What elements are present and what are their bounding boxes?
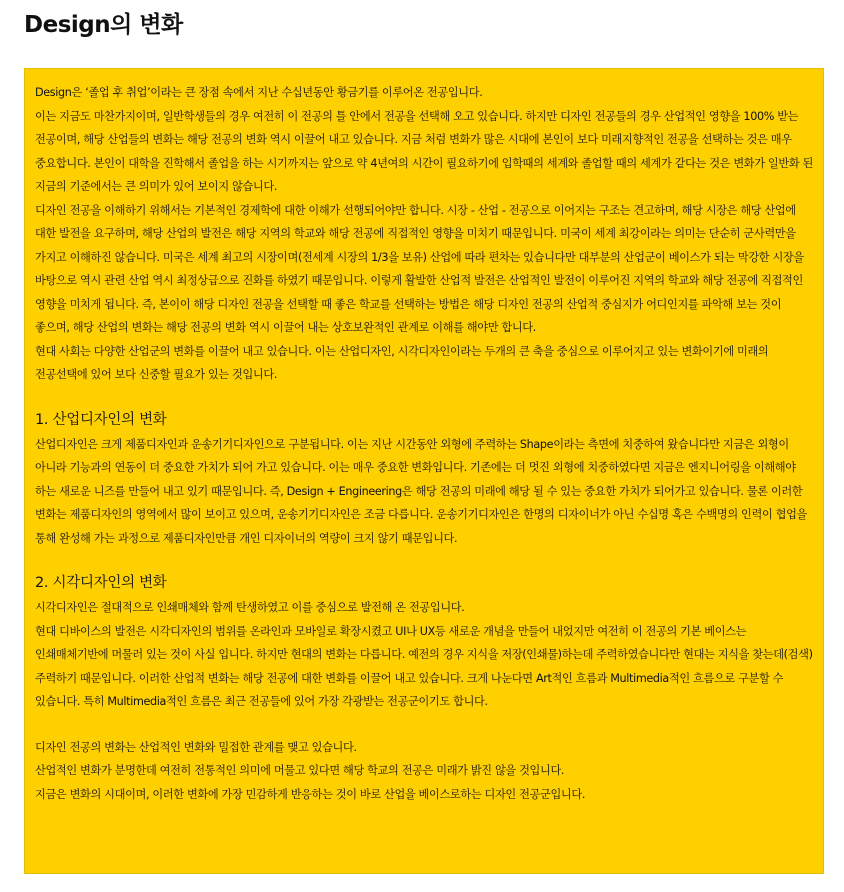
closing-block xyxy=(35,736,813,807)
intro-paragraph: Design은 ‘졸업 후 취업’이라는 큰 장점 속에서 지난 수십년동안 황금기를 이루어온 전공입니다. xyxy=(35,86,483,99)
section-paragraph: 시각디자인은 절대적으로 인쇄매체와 함께 탄생하였고 이를 중심으로 발전해 온 전공입니다. xyxy=(35,601,465,614)
intro-paragraph: 디자인 전공을 이해하기 위해서는 기본적인 경제학에 대한 이해가 선행되어야만 합니다. 시장 - 산업 - 전공으로 이어지는 구조는 견고하며, 해당 시장은 해당 산업에 대한 발전을 요구하며, 해당 산업의 발전은 해당 지역의 학교와 해당 전공에 직접적인 영향을 미치기 때문입니다. 미국이 세계 최강이라는 의미는 단순히 군사력만을 가지고 이해하진 않습니다. 미국은 세계 최고의 시장이며(전세계 시장의 1/3을 보유) 산업에 따라 편차는 있습니다만 대부분의 산업군이 베이스가 되는 막강한 시장을 바탕으로 역시 관련 산업 역시 최정상급으로 진화를 하였기 때문입니다. 이렇게 활발한 산업적 발전은 산업적인 발전이 이루어진 지역의 학교와 해당 전공에 직접적인 영향을 미치게 됩니다. 즉, 본이이 해당 디자인 전공을 선택할 때 좋은 학교를 선택하는 방법은 해당 디자인 전공의 산업적 중심지가 어디인지를 파악해 보는 것이 좋으며, 해당 산업의 변화는 해당 전공의 변화 역시 이끌어 내는 상호보완적인 관계로 이해를 해야만 합니다. xyxy=(35,203,804,334)
intro-block xyxy=(35,81,813,387)
article-panel xyxy=(24,68,824,874)
section-heading: 1. 산업디자인의 변화 xyxy=(35,411,167,428)
section-heading: 2. 시각디자인의 변화 xyxy=(35,575,167,591)
section-visual-design xyxy=(35,570,813,714)
intro-paragraph: 이는 지금도 마찬가지이며, 일반학생들의 경우 여전히 이 전공의 틀 안에서 전공을 선택해 오고 있습니다. 하지만 디자인 전공들의 경우 산업적인 영향을 100% 받는 전공이며, 해당 산업들의 변화는 해당 전공의 변화 역시 이끌어 내고 있습니다. 지금 처럼 변화가 많은 시대에 본인이 보다 미래지향적인 전공을 선택하는 것은 매우 중요합니다. 본인이 대학을 진학해서 졸업을 하는 시기까지는 앞으로 약 4년여의 시간이 필요하기에 입학때의 세계와 졸업할 때의 세계가 같다는 것은 변화가 일반화 된 지금의 기준에서는 큰 의미가 있어 보이지 않습니다. xyxy=(35,109,813,193)
page-title: Design의 변화 xyxy=(24,12,183,38)
section-industrial-design xyxy=(35,407,813,551)
closing-paragraph: 지금은 변화의 시대이며, 이러한 변화에 가장 민감하게 반응하는 것이 바로 산업을 베이스로하는 디자인 전공군입니다. xyxy=(35,787,586,801)
section-paragraph: 산업디자인은 크게 제품디자인과 운송기기디자인으로 구분됩니다. 이는 지난 시간동안 외형에 주력하는 Shape이라는 측면에 치중하여 왔습니다만 지금은 외형이 아니라 기능과의 연동이 더 중요한 가치가 되어 가고 있습니다. 이는 매우 중요한 변화입니다. 기존에는 더 멋진 외형에 치중하였다면 지금은 엔지니어링을 이해해야 하는 새로운 니즈를 만들어 내고 있기 때문입니다. 즉, Design + Engineering은 해당 전공의 미래에 해당 될 수 있는 중요한 가치가 되어가고 있습니다. 물론 이러한 변화는 제품디자인의 영역에서 많이 보이고 있으며, 운송기기디자인은 조금 다릅니다. 운송기기디자인은 한명의 디자이너가 아닌 수십명 혹은 수백명의 인력이 협업을 통해 완성해 가는 과정으로 제품디자인만큼 개인 디자이너의 역량이 크지 않기 때문입니다. xyxy=(35,437,808,545)
closing-paragraph: 디자인 전공의 변화는 산업적인 변화와 밀접한 관계를 맺고 있습니다. xyxy=(35,740,357,754)
intro-paragraph: 현대 사회는 다양한 산업군의 변화를 이끌어 내고 있습니다. 이는 산업디자인, 시각디자인이라는 두개의 큰 축을 중심으로 이루어지고 있는 변화이기에 미래의 전공선택에 있어 보다 신중할 필요가 있는 것입니다. xyxy=(35,344,769,381)
section-paragraph: 현대 디바이스의 발전은 시각디자인의 범위를 온라인과 모바일로 확장시켰고 UI나 UX등 새로운 개념을 만들어 내었지만 여전히 이 전공의 기본 베이스는 인쇄매체기반에 머물러 있는 것이 사실 입니다. 하지만 현대의 변화는 다릅니다. 예전의 경우 지식을 저장(인쇄물)하는데 주력하였습니다만 현대는 지식을 찾는데(검색) 주력하기 때문입니다. 이러한 산업적 변화는 해당 전공에 대한 변화를 이끌어 내고 있습니다. 크게 나눈다면 Art적인 흐름과 Multimedia적인 흐름으로 구분할 수 있습니다. 특히 Multimedia적인 흐름은 최근 전공들에 있어 가장 각광받는 전공군이기도 합니다. xyxy=(35,624,813,708)
closing-paragraph: 산업적인 변화가 분명한데 여전히 전통적인 의미에 머물고 있다면 해당 학교의 전공은 미래가 밝진 않을 것입니다. xyxy=(35,764,565,777)
